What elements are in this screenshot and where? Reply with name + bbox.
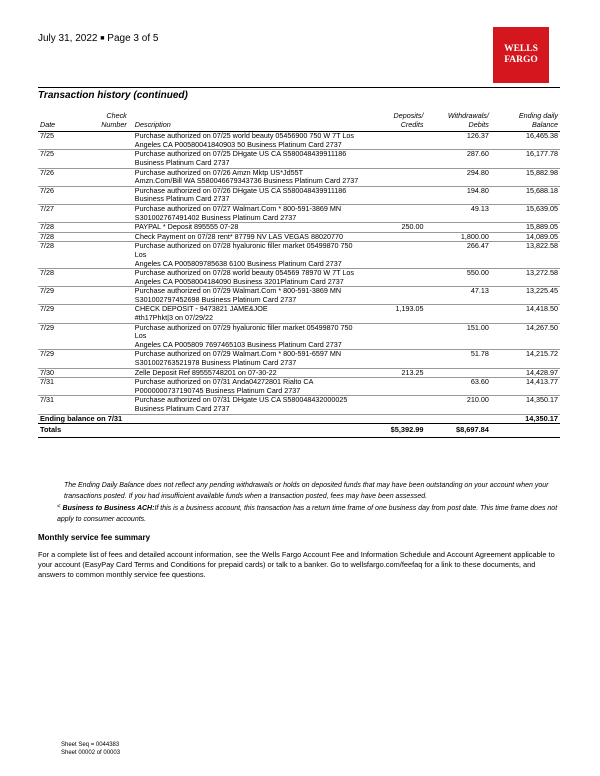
table-header-row bbox=[38, 112, 560, 132]
ach-note-mark: < bbox=[57, 504, 61, 510]
cell-date: 7/29 bbox=[40, 286, 54, 296]
description-line-1: Zelle Deposit Ref 89555748201 on 07-30-22 bbox=[134, 367, 277, 377]
description-line-2: Angeles CA P0058004184090 Business 3201Platinum Card 2737 bbox=[134, 276, 344, 286]
cell-deposit bbox=[360, 287, 425, 305]
col-check-number: Check Number bbox=[101, 111, 127, 129]
cell-date: 7/28 bbox=[40, 222, 54, 232]
cell-withdrawal: 126.37 bbox=[466, 131, 489, 141]
cell-description bbox=[133, 132, 361, 150]
description-line-1: Purchase authorized on 07/26 DHgate US CA S580048439911186 bbox=[134, 185, 347, 195]
table-row bbox=[38, 396, 560, 414]
cell-check-number bbox=[79, 132, 132, 150]
cell-deposit bbox=[360, 396, 425, 414]
cell-withdrawal: 294.80 bbox=[466, 167, 489, 177]
cell-balance: 15,889.05 bbox=[526, 222, 558, 232]
cell-check-number bbox=[79, 223, 132, 233]
cell-check-number bbox=[79, 350, 132, 368]
cell-deposit bbox=[360, 378, 425, 396]
cell-description bbox=[133, 242, 361, 269]
cell-deposit bbox=[360, 150, 425, 168]
description-line-2: Business Platinum Card 2737 bbox=[134, 157, 230, 167]
cell-deposit bbox=[360, 350, 425, 368]
cell-description bbox=[133, 350, 361, 368]
daily-balance-note: The Ending Daily Balance does not reflect any pending withdrawals or holds on deposited funds that may have been outstanding on your account when your transactions posted. If you had insufficient available funds when a transaction posted, fees may have been assessed. bbox=[64, 482, 549, 500]
cell-balance: 15,639.05 bbox=[526, 203, 558, 213]
description-line-2: Angeles CA P005809785638 6100 Business Platinum Card 2737 bbox=[134, 258, 342, 268]
cell-date: 7/25 bbox=[40, 149, 54, 159]
cell-balance: 15,688.18 bbox=[526, 185, 558, 195]
cell-balance: 14,418.50 bbox=[526, 304, 558, 314]
description-line-2: Business Platinum Card 2737 bbox=[134, 404, 230, 413]
section-title: Transaction history (continued) bbox=[38, 90, 188, 101]
description-line-1: Check Payment on 07/28 rent* 87799 NV LAS VEGAS 88020770 bbox=[134, 231, 343, 241]
cell-description bbox=[133, 150, 361, 168]
cell-balance: 14,215.72 bbox=[526, 349, 558, 359]
cell-description bbox=[133, 323, 361, 350]
cell-withdrawal: 63.60 bbox=[470, 377, 489, 387]
cell-check-number bbox=[79, 378, 132, 396]
cell-balance: 14,350.17 bbox=[526, 395, 558, 405]
ending-balance-label: Ending balance on 7/31 bbox=[40, 413, 123, 423]
cell-date: 7/31 bbox=[40, 377, 54, 387]
totals-row bbox=[38, 424, 560, 438]
description-line-1: Purchase authorized on 07/31 DHgate US CA S580048432000025 bbox=[134, 395, 348, 405]
table-row bbox=[38, 242, 560, 269]
cell-deposit bbox=[360, 132, 425, 150]
table-row bbox=[38, 223, 560, 233]
cell-description bbox=[133, 269, 361, 287]
table-row bbox=[38, 132, 560, 150]
cell-withdrawal: 266.47 bbox=[466, 241, 489, 251]
ach-note-text: If this is a business account, this transaction has a return time frame of one business day from post date. This time frame does not apply to consumer accounts. bbox=[57, 505, 558, 523]
cell-withdrawal: 1,800.00 bbox=[460, 231, 489, 241]
cell-check-number bbox=[79, 396, 132, 414]
cell-check-number bbox=[79, 323, 132, 350]
logo-line2: FARGO bbox=[504, 55, 538, 65]
cell-withdrawal bbox=[425, 305, 490, 323]
col-deposits: Deposits/ Credits bbox=[393, 111, 424, 129]
cell-date: 7/29 bbox=[40, 349, 54, 359]
description-line-2: S301002797452698 Business Platinum Card 2737 bbox=[134, 294, 297, 304]
cell-check-number bbox=[79, 287, 132, 305]
col-withdrawals: Withdrawals/ Debits bbox=[447, 111, 489, 129]
cell-balance: 16,465.38 bbox=[526, 131, 558, 141]
table-row bbox=[38, 323, 560, 350]
table-row bbox=[38, 186, 560, 204]
description-line-1: Purchase authorized on 07/28 world beauty 054569 78970 W 7T Los bbox=[134, 268, 355, 278]
description-line-2: Amzn.Com/Bill WA S580046679343736 Business Platinum Card 2737 bbox=[134, 176, 359, 186]
sheet-seq: Sheet Seq = 0044383 bbox=[61, 742, 120, 748]
table-row bbox=[38, 305, 560, 323]
cell-deposit: 1,193.05 bbox=[395, 304, 424, 314]
cell-deposit bbox=[360, 269, 425, 287]
description-line-1: Purchase authorized on 07/31 Anda04272801 Rialto CA bbox=[134, 377, 314, 387]
totals-deposits: $5,392.99 bbox=[390, 425, 424, 435]
cell-description bbox=[133, 204, 361, 222]
table-row bbox=[38, 168, 560, 186]
totals-label: Totals bbox=[40, 425, 62, 435]
cell-balance: 13,272.58 bbox=[526, 268, 558, 278]
monthly-fee-title: Monthly service fee summary bbox=[38, 533, 151, 542]
cell-deposit bbox=[360, 168, 425, 186]
col-description: Description bbox=[134, 119, 171, 129]
description-line-1: Purchase authorized on 07/27 Walmart.Com * 800-591-3869 MN bbox=[134, 203, 342, 213]
cell-withdrawal: 550.00 bbox=[466, 268, 489, 278]
cell-balance: 16,177.78 bbox=[526, 149, 558, 159]
cell-description bbox=[133, 378, 361, 396]
statement-date: July 31, 2022 bbox=[38, 33, 98, 44]
table-row bbox=[38, 269, 560, 287]
col-date: Date bbox=[40, 119, 56, 129]
description-line-2: Angeles CA P00580041840903 50 Business Platinum Card 2737 bbox=[134, 139, 342, 149]
table-row bbox=[38, 204, 560, 222]
cell-date: 7/30 bbox=[40, 367, 54, 377]
description-line-1: Purchase authorized on 07/28 hyaluronic filler market 05499870 750 Los bbox=[134, 241, 353, 259]
col-balance: Ending daily Balance bbox=[518, 111, 558, 129]
description-line-2: Business Platinum Card 2737 bbox=[134, 194, 230, 204]
cell-date: 7/29 bbox=[40, 304, 54, 314]
cell-deposit bbox=[360, 232, 425, 242]
cell-description bbox=[133, 223, 361, 233]
cell-balance: 15,882.98 bbox=[526, 167, 558, 177]
table-row bbox=[38, 150, 560, 168]
cell-description bbox=[133, 186, 361, 204]
cell-date: 7/26 bbox=[40, 167, 54, 177]
cell-withdrawal: 47.13 bbox=[470, 286, 489, 296]
description-line-2: #th17Phkt|3 on 07/29/22 bbox=[134, 313, 213, 323]
cell-check-number bbox=[79, 150, 132, 168]
cell-check-number bbox=[79, 269, 132, 287]
cell-deposit bbox=[360, 242, 425, 269]
cell-deposit bbox=[360, 204, 425, 222]
totals-balance-empty bbox=[491, 424, 560, 438]
description-line-1: PAYPAL * Deposit 895555 07-28 bbox=[134, 222, 239, 232]
cell-deposit bbox=[360, 323, 425, 350]
cell-balance: 14,089.05 bbox=[526, 231, 558, 241]
cell-check-number bbox=[79, 232, 132, 242]
cell-date: 7/25 bbox=[40, 131, 54, 141]
table-row bbox=[38, 378, 560, 396]
logo-line1: WELLS bbox=[504, 44, 538, 54]
cell-date: 7/29 bbox=[40, 322, 54, 332]
cell-withdrawal: 194.80 bbox=[466, 185, 489, 195]
sheet-footer bbox=[61, 742, 120, 757]
transaction-table bbox=[38, 112, 560, 438]
cell-check-number bbox=[79, 168, 132, 186]
cell-check-number bbox=[79, 305, 132, 323]
wells-fargo-logo bbox=[493, 27, 549, 83]
cell-description bbox=[133, 287, 361, 305]
ach-note bbox=[57, 502, 562, 525]
cell-date: 7/28 bbox=[40, 268, 54, 278]
cell-withdrawal: 287.60 bbox=[466, 149, 489, 159]
ach-note-bold: Business to Business ACH: bbox=[62, 505, 155, 512]
cell-check-number bbox=[79, 204, 132, 222]
cell-balance: 13,822.58 bbox=[526, 241, 558, 251]
cell-balance: 14,267.50 bbox=[526, 322, 558, 332]
header-divider bbox=[38, 87, 560, 88]
cell-withdrawal: 151.00 bbox=[466, 322, 489, 332]
table-row bbox=[38, 350, 560, 368]
monthly-fee-body: For a complete list of fees and detailed account information, see the Wells Fargo Account Fee and Information Schedule and Account Agreement applicable to your account (EasyPay Card Terms and Conditions for prepaid cards) or talk to a banker. Go to wellsfargo.com/feefaq for a link to these documents, and answers to common monthly service fee questions. bbox=[38, 550, 555, 579]
description-line-1: Purchase authorized on 07/25 DHgate US CA S580048439911186 bbox=[134, 149, 347, 159]
description-line-1: Purchase authorized on 07/29 hyaluronic filler market 05499870 750 Los bbox=[134, 322, 353, 341]
cell-check-number bbox=[79, 242, 132, 269]
cell-date: 7/27 bbox=[40, 203, 54, 213]
ending-balance-row bbox=[38, 414, 560, 424]
cell-date: 7/26 bbox=[40, 185, 54, 195]
description-line-2: Angeles CA P005809 7697465103 Business Platinum Card 2737 bbox=[134, 339, 342, 349]
page-number: Page 3 of 5 bbox=[107, 33, 159, 44]
totals-withdrawals: $8,697.84 bbox=[456, 425, 489, 435]
description-line-1: Purchase authorized on 07/25 world beauty 05456900 750 W 7T Los bbox=[134, 131, 355, 141]
cell-description bbox=[133, 396, 361, 414]
cell-check-number bbox=[79, 368, 132, 378]
description-line-2: S301002763521978 Business Platinum Card 2737 bbox=[134, 358, 297, 368]
cell-balance: 14,428.97 bbox=[526, 367, 558, 377]
cell-date: 7/28 bbox=[40, 241, 54, 251]
description-line-2: S301002767491402 Business Platinum Card 2737 bbox=[134, 212, 297, 222]
description-line-1: CHECK DEPOSIT - 9473821 JAME&JOE bbox=[134, 304, 268, 314]
cell-deposit bbox=[360, 186, 425, 204]
cell-deposit: 213.25 bbox=[401, 367, 424, 377]
cell-withdrawal bbox=[425, 223, 490, 233]
cell-description bbox=[133, 168, 361, 186]
cell-withdrawal: 51.78 bbox=[470, 349, 489, 359]
cell-deposit: 250.00 bbox=[401, 222, 424, 232]
cell-date: 7/28 bbox=[40, 231, 54, 241]
description-line-1: Purchase authorized on 07/29 Walmart.Com * 800-591-3869 MN bbox=[134, 286, 342, 296]
cell-date: 7/31 bbox=[40, 395, 54, 405]
cell-withdrawal: 49.13 bbox=[470, 203, 489, 213]
description-line-1: Purchase authorized on 07/29 Walmart.Com * 800-591-6597 MN bbox=[134, 349, 342, 359]
cell-check-number bbox=[79, 186, 132, 204]
sheet-count: Sheet 00002 of 00003 bbox=[61, 749, 121, 756]
cell-withdrawal: 210.00 bbox=[466, 395, 489, 405]
description-line-1: Purchase authorized on 07/26 Amzn Mktp US*Jd55T bbox=[134, 167, 303, 177]
description-line-2: P0000000737190745 Business Platinum Card 2737 bbox=[134, 385, 301, 395]
separator-square: ■ bbox=[100, 35, 105, 42]
statement-date-page bbox=[38, 33, 158, 44]
cell-description bbox=[133, 305, 361, 323]
table-row bbox=[38, 287, 560, 305]
cell-balance: 14,413.77 bbox=[526, 377, 558, 387]
cell-balance: 13,225.45 bbox=[526, 286, 558, 296]
ending-balance-value: 14,350.17 bbox=[525, 413, 558, 423]
